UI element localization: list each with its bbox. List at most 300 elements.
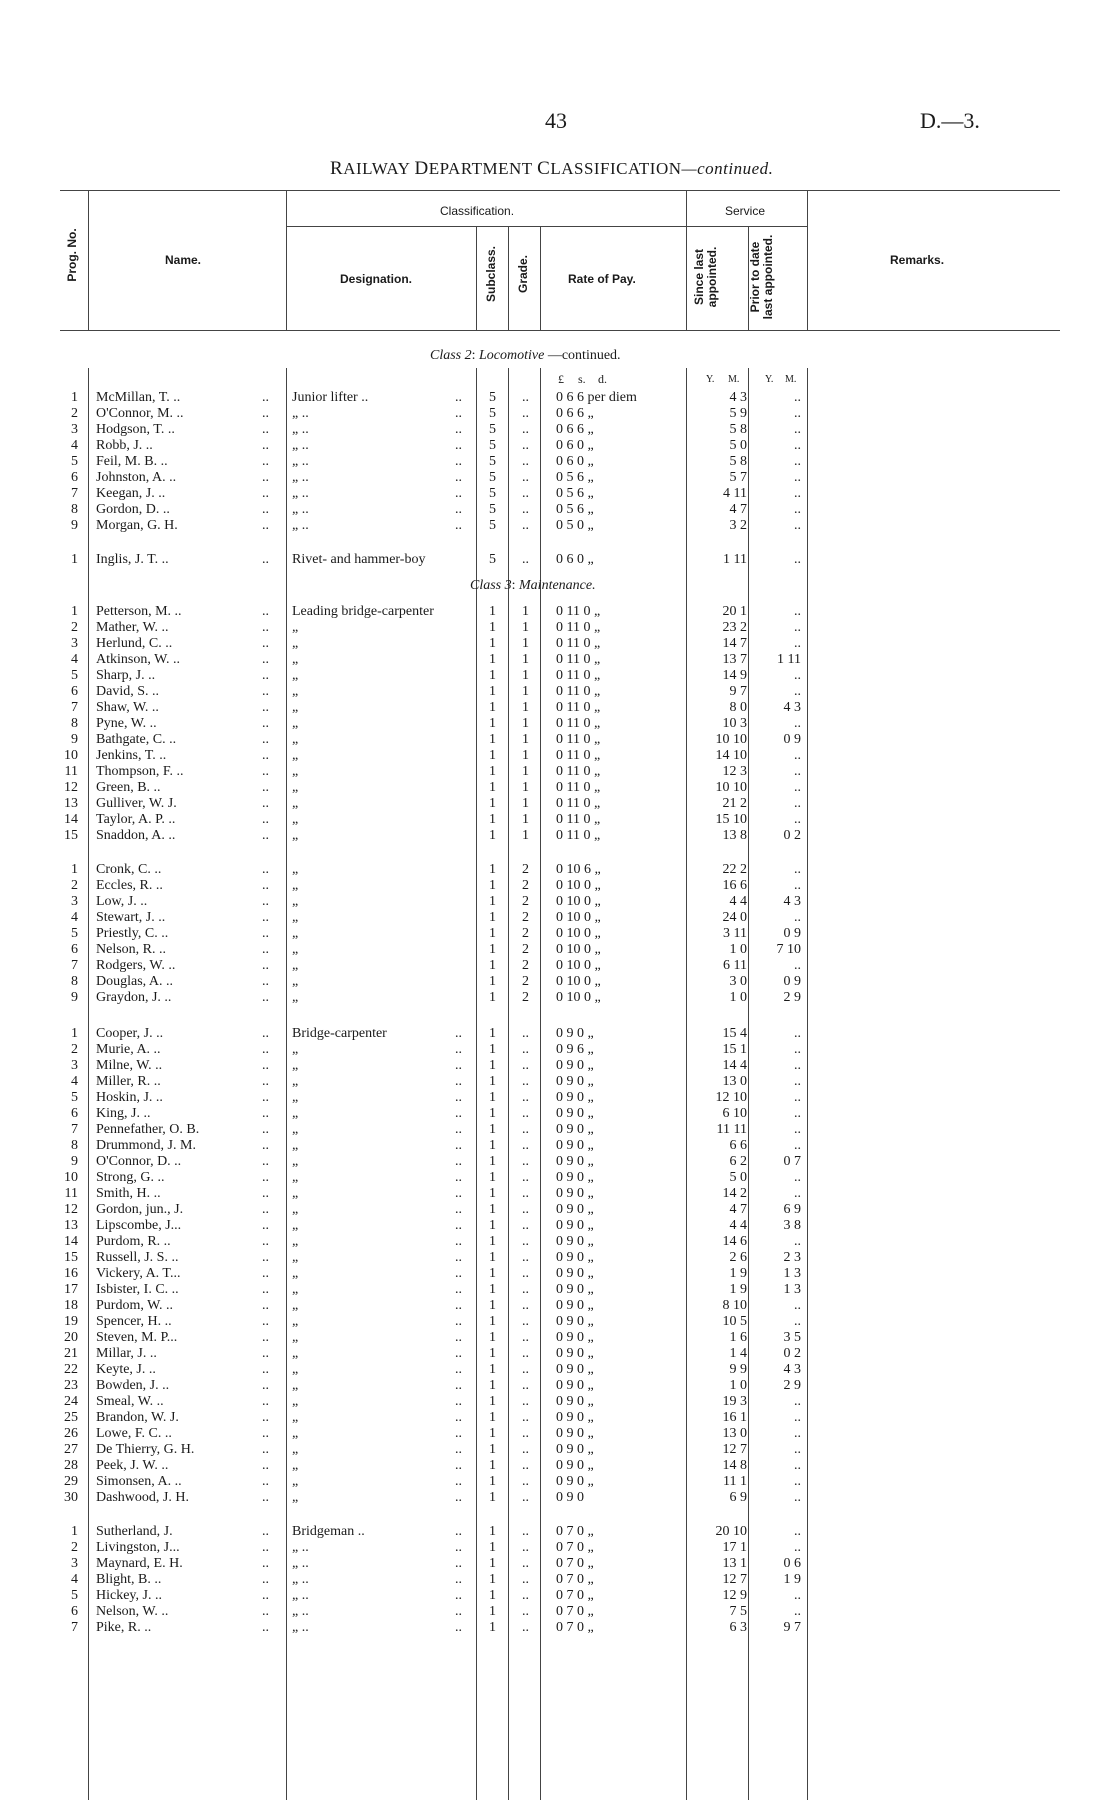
grade-cell: .. [522,406,529,421]
leader-dots: .. [262,862,269,877]
subclass-cell: 1 [489,1556,496,1571]
name-cell: Milne, W. .. [96,1058,163,1073]
header-subclass: Subclass. [484,245,498,303]
leader-dots: .. [262,1138,269,1153]
grade-cell: .. [522,486,529,501]
subclass-cell: 1 [489,1426,496,1441]
name-cell: Dashwood, J. H. [96,1490,189,1505]
prog-no-cell: 1 [71,1524,78,1539]
designation-cell: „ [292,1394,299,1409]
table-row [0,1362,1114,1378]
since-last-cell: 16 1 [722,1410,747,1425]
table-row [0,1074,1114,1090]
table-row [0,684,1114,700]
leader-dots: .. [455,1074,462,1089]
designation-cell: „ .. [292,1588,309,1603]
leader-dots: .. [262,1282,269,1297]
designation-cell: „ [292,1442,299,1457]
prog-no-cell: 13 [64,1218,78,1233]
name-cell: Hickey, J. .. [96,1588,162,1603]
prior-cell: .. [794,1588,801,1603]
rate-cell: 0 11 0 „ [556,716,601,731]
table-row [0,1250,1114,1266]
grade-cell: .. [522,1138,529,1153]
designation-cell: „ [292,1282,299,1297]
name-cell: Keegan, J. .. [96,486,166,501]
prior-cell: .. [794,636,801,651]
prog-no-cell: 15 [64,828,78,843]
designation-cell: „ [292,894,299,909]
leader-dots: .. [455,1298,462,1313]
designation-cell: „ [292,1186,299,1201]
designation-cell: „ [292,828,299,843]
name-cell: Smith, H. .. [96,1186,161,1201]
leader-dots: .. [262,1474,269,1489]
leader-dots: .. [262,1186,269,1201]
leader-dots: .. [455,1058,462,1073]
prior-cell: .. [794,1410,801,1425]
grade-cell: .. [522,1346,529,1361]
grade-cell: 2 [522,990,529,1005]
since-last-cell: 15 1 [722,1042,747,1057]
since-last-cell: 6 2 [729,1154,747,1169]
grade-cell: 2 [522,974,529,989]
since-last-cell: 10 3 [722,716,747,731]
prog-no-cell: 11 [64,764,78,779]
rate-cell: 0 11 0 „ [556,748,601,763]
rate-cell: 0 7 0 „ [556,1588,594,1603]
designation-cell: „ [292,1426,299,1441]
rate-cell: 0 9 0 „ [556,1138,594,1153]
subclass-cell: 5 [489,518,496,533]
col-divider-subclass [508,226,509,331]
prog-no-cell: 9 [71,990,78,1005]
since-last-cell: 1 11 [723,552,747,567]
unit-pence: d. [598,372,607,386]
since-last-cell: 4 4 [729,1218,747,1233]
prior-cell: 0 6 [783,1556,801,1571]
leader-dots: .. [262,422,269,437]
prog-no-cell: 21 [64,1346,78,1361]
rate-cell: 0 9 0 „ [556,1186,594,1201]
prog-no-cell: 2 [71,406,78,421]
unit-shilling: s. [578,372,586,386]
prog-no-cell: 5 [71,926,78,941]
rate-cell: 0 6 0 „ [556,454,594,469]
table-row [0,732,1114,748]
since-last-cell: 10 10 [715,780,747,795]
leader-dots: .. [262,974,269,989]
designation-cell: „ .. [292,1604,309,1619]
since-last-cell: 14 4 [722,1058,747,1073]
name-cell: Robb, J. .. [96,438,153,453]
prior-cell: .. [794,1074,801,1089]
rate-cell: 0 6 0 „ [556,438,594,453]
grade-cell: .. [522,1122,529,1137]
prog-no-cell: 2 [71,1540,78,1555]
designation-cell: „ .. [292,406,309,421]
grade-cell: 1 [522,700,529,715]
table-top-rule [60,190,1060,191]
table-row [0,1490,1114,1506]
grade-cell: 1 [522,748,529,763]
grade-cell: .. [522,1362,529,1377]
table-row [0,958,1114,974]
grade-cell: .. [522,422,529,437]
designation-cell: „ .. [292,422,309,437]
leader-dots: .. [262,1458,269,1473]
header-remarks: Remarks. [890,253,945,267]
leader-dots: .. [455,1250,462,1265]
header-rate-of-pay: Rate of Pay. [568,272,636,286]
grade-cell: 1 [522,652,529,667]
name-cell: Cronk, C. .. [96,862,162,877]
table-row [0,1026,1114,1042]
prog-no-cell: 8 [71,1138,78,1153]
table-row [0,1458,1114,1474]
since-last-cell: 2 6 [729,1250,747,1265]
designation-cell: „ .. [292,1572,309,1587]
prior-cell: 1 3 [783,1266,801,1281]
grade-cell: 1 [522,604,529,619]
document-reference: D.—3. [920,108,980,133]
table-row [0,1394,1114,1410]
prior-cell: .. [794,780,801,795]
prior-cell: 2 9 [783,1378,801,1393]
name-cell: Isbister, I. C. .. [96,1282,179,1297]
table-row [0,1410,1114,1426]
col-divider-prior [807,190,808,331]
prior-cell: .. [794,1186,801,1201]
since-last-cell: 12 9 [722,1588,747,1603]
prog-no-cell: 14 [64,1234,78,1249]
grade-cell: .. [522,552,529,567]
prog-no-cell: 5 [71,1588,78,1603]
leader-dots: .. [455,390,462,405]
grade-cell: .. [522,1556,529,1571]
prog-no-cell: 28 [64,1458,78,1473]
prog-no-cell: 25 [64,1410,78,1425]
designation-cell: „ [292,1058,299,1073]
designation-cell: „ [292,636,299,651]
prior-cell: .. [794,878,801,893]
subclass-cell: 1 [489,1604,496,1619]
subclass-cell: 1 [489,716,496,731]
prior-cell: .. [794,604,801,619]
prior-cell: 1 9 [783,1572,801,1587]
leader-dots: .. [262,1362,269,1377]
subclass-cell: 1 [489,1330,496,1345]
leader-dots: .. [262,1218,269,1233]
subclass-cell: 1 [489,1250,496,1265]
grade-cell: .. [522,454,529,469]
subclass-cell: 1 [489,1572,496,1587]
prior-cell: .. [794,1170,801,1185]
leader-dots: .. [262,910,269,925]
prior-cell: 0 9 [783,926,801,941]
since-last-cell: 13 8 [722,828,747,843]
subclass-cell: 1 [489,1266,496,1281]
name-cell: Lowe, F. C. .. [96,1426,172,1441]
subclass-cell: 1 [489,1298,496,1313]
subclass-cell: 1 [489,796,496,811]
unit-years-prior: Y. [765,374,774,385]
grade-cell: .. [522,1540,529,1555]
table-row [0,1314,1114,1330]
name-cell: Rodgers, W. .. [96,958,176,973]
prior-cell: 0 2 [783,828,801,843]
rate-cell: 0 11 0 „ [556,732,601,747]
prior-cell: .. [794,454,801,469]
grade-cell: .. [522,1026,529,1041]
table-row [0,716,1114,732]
grade-cell: .. [522,1426,529,1441]
table-row [0,942,1114,958]
leader-dots: .. [262,1330,269,1345]
header-classification: Classification. [440,204,515,218]
rate-cell: 0 11 0 „ [556,636,601,651]
grade-cell: 1 [522,780,529,795]
since-last-cell: 13 0 [722,1074,747,1089]
section-class-3 [470,578,596,594]
table-row [0,620,1114,636]
designation-cell: „ [292,1090,299,1105]
rate-cell: 0 9 0 „ [556,1026,594,1041]
since-last-cell: 11 1 [723,1474,747,1489]
table-row [0,1346,1114,1362]
grade-cell: .. [522,502,529,517]
grade-cell: .. [522,1442,529,1457]
grade-cell: .. [522,1154,529,1169]
prior-cell: 7 10 [776,942,801,957]
designation-cell: „ .. [292,438,309,453]
since-last-cell: 1 0 [729,942,747,957]
rate-cell: 0 11 0 „ [556,684,601,699]
subclass-cell: 1 [489,1540,496,1555]
table-row [0,438,1114,454]
subclass-cell: 1 [489,652,496,667]
leader-dots: .. [262,604,269,619]
title-initial-2: D [414,158,429,179]
table-row [0,668,1114,684]
section-class-2-colon: : [471,348,480,363]
rate-cell: 0 9 0 [556,1490,584,1505]
prog-no-cell: 4 [71,438,78,453]
leader-dots: .. [455,1218,462,1233]
subclass-cell: 5 [489,438,496,453]
leader-dots: .. [262,1556,269,1571]
subclass-cell: 1 [489,1202,496,1217]
prior-cell: .. [794,684,801,699]
subclass-cell: 1 [489,1378,496,1393]
rate-cell: 0 9 0 „ [556,1330,594,1345]
name-cell: King, J. .. [96,1106,151,1121]
prior-cell: .. [794,1394,801,1409]
leader-dots: .. [262,406,269,421]
name-cell: Gordon, D. .. [96,502,170,517]
designation-cell: „ [292,942,299,957]
leader-dots: .. [455,1588,462,1603]
leader-dots: .. [262,486,269,501]
designation-cell: „ [292,1298,299,1313]
leader-dots: .. [262,1170,269,1185]
rate-cell: 0 7 0 „ [556,1620,594,1635]
prog-no-cell: 20 [64,1330,78,1345]
designation-cell: „ [292,748,299,763]
name-cell: Petterson, M. .. [96,604,182,619]
prior-cell: .. [794,1458,801,1473]
grade-cell: 1 [522,668,529,683]
designation-cell: „ [292,1218,299,1233]
header-since-last: Since last appointed. [692,246,719,308]
designation-cell: „ [292,910,299,925]
prog-no-cell: 8 [71,502,78,517]
subclass-cell: 5 [489,422,496,437]
leader-dots: .. [455,1314,462,1329]
since-last-cell: 10 10 [715,732,747,747]
name-cell: Graydon, J. .. [96,990,172,1005]
since-last-cell: 13 1 [722,1556,747,1571]
since-last-cell: 6 9 [729,1490,747,1505]
rate-cell: 0 9 0 „ [556,1090,594,1105]
name-cell: Herlund, C. .. [96,636,173,651]
rate-cell: 0 6 6 „ [556,406,594,421]
designation-cell: „ [292,764,299,779]
rate-cell: 0 5 0 „ [556,518,594,533]
rate-cell: 0 11 0 „ [556,796,601,811]
table-row [0,812,1114,828]
leader-dots: .. [455,1346,462,1361]
grade-cell: .. [522,518,529,533]
leader-dots: .. [262,1314,269,1329]
designation-cell: „ [292,974,299,989]
since-last-cell: 12 7 [722,1572,747,1587]
name-cell: Gulliver, W. J. [96,796,177,811]
since-last-cell: 16 6 [722,878,747,893]
leader-dots: .. [455,454,462,469]
rate-cell: 0 10 0 „ [556,958,601,973]
leader-dots: .. [455,1490,462,1505]
rate-cell: 0 11 0 „ [556,700,601,715]
since-last-cell: 24 0 [722,910,747,925]
since-last-cell: 6 11 [723,958,747,973]
name-cell: Strong, G. .. [96,1170,165,1185]
subclass-cell: 1 [489,1138,496,1153]
rate-cell: 0 10 0 „ [556,990,601,1005]
prog-no-cell: 8 [71,716,78,731]
leader-dots: .. [262,652,269,667]
name-cell: Mather, W. .. [96,620,169,635]
subclass-cell: 1 [489,926,496,941]
leader-dots: .. [262,1202,269,1217]
designation-cell: „ .. [292,454,309,469]
leader-dots: .. [262,1410,269,1425]
leader-dots: .. [262,454,269,469]
designation-cell: „ [292,1170,299,1185]
table-row [0,1122,1114,1138]
prog-no-cell: 6 [71,942,78,957]
designation-cell: „ [292,926,299,941]
leader-dots: .. [262,470,269,485]
prior-cell: .. [794,668,801,683]
page-number: 43 [545,108,567,133]
subclass-cell: 1 [489,828,496,843]
grade-cell: 1 [522,684,529,699]
subclass-cell: 1 [489,974,496,989]
title-word-2: EPARTMENT [428,159,538,178]
grade-cell: .. [522,390,529,405]
grade-cell: 1 [522,828,529,843]
table-row [0,974,1114,990]
name-cell: Brandon, W. J. [96,1410,179,1425]
table-row [0,1138,1114,1154]
grade-cell: .. [522,1524,529,1539]
classification-rule [286,226,807,227]
grade-cell: .. [522,1042,529,1057]
table-row [0,894,1114,910]
grade-cell: .. [522,1106,529,1121]
prog-no-cell: 4 [71,1074,78,1089]
name-cell: David, S. .. [96,684,159,699]
subclass-cell: 1 [489,958,496,973]
leader-dots: .. [262,1266,269,1281]
designation-cell: „ [292,1362,299,1377]
leader-dots: .. [455,1202,462,1217]
rate-cell: 0 6 6 per diem [556,390,637,405]
designation-cell: „ .. [292,502,309,517]
subclass-cell: 1 [489,1474,496,1489]
prior-cell: .. [794,1122,801,1137]
prog-no-cell: 1 [71,862,78,877]
designation-cell: „ [292,1042,299,1057]
table-row [0,652,1114,668]
designation-cell: „ [292,1202,299,1217]
leader-dots: .. [262,828,269,843]
prog-no-cell: 1 [71,604,78,619]
subclass-cell: 1 [489,1442,496,1457]
prior-cell: .. [794,620,801,635]
subclass-cell: 1 [489,812,496,827]
leader-dots: .. [262,1490,269,1505]
since-last-cell: 19 3 [722,1394,747,1409]
prior-cell: 0 9 [783,732,801,747]
grade-cell: .. [522,1572,529,1587]
name-cell: Morgan, G. H. [96,518,178,533]
leader-dots: .. [262,684,269,699]
section-class-3-number: Class 3 [470,578,512,593]
prog-no-cell: 26 [64,1426,78,1441]
prior-cell: .. [794,910,801,925]
prog-no-cell: 3 [71,1058,78,1073]
name-cell: Drummond, J. M. [96,1138,196,1153]
subclass-cell: 1 [489,1218,496,1233]
prog-no-cell: 7 [71,958,78,973]
prior-cell: 6 9 [783,1202,801,1217]
table-row [0,454,1114,470]
subclass-cell: 5 [489,390,496,405]
name-cell: Hodgson, T. .. [96,422,175,437]
leader-dots: .. [455,1026,462,1041]
name-cell: Nelson, R. .. [96,942,166,957]
rate-cell: 0 9 0 „ [556,1218,594,1233]
prog-no-cell: 4 [71,1572,78,1587]
grade-cell: .. [522,1378,529,1393]
prog-no-cell: 11 [64,1186,78,1201]
leader-dots: .. [455,1442,462,1457]
name-cell: Keyte, J. .. [96,1362,156,1377]
name-cell: Sutherland, J. [96,1524,173,1539]
leader-dots: .. [262,1090,269,1105]
